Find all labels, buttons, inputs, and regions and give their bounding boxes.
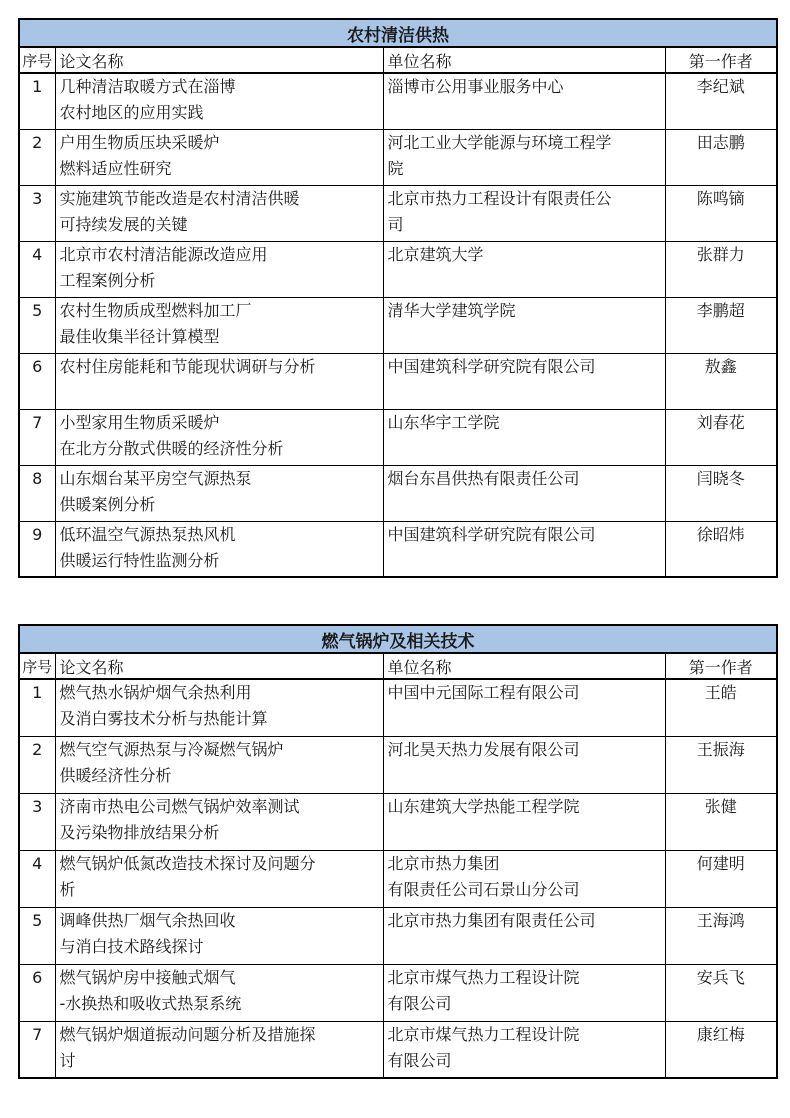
table-row xyxy=(19,521,777,577)
organization xyxy=(383,353,665,409)
organization-line: 有限公司 xyxy=(387,993,452,1013)
organization-line: 北京市煤气热力工程设计院 xyxy=(387,1024,580,1044)
rural-clean-heating-table xyxy=(18,18,778,578)
organization-line: 北京市热力工程设计有限责任公 xyxy=(387,188,612,208)
first-author: 刘春花 xyxy=(665,409,777,465)
table-row xyxy=(19,353,777,409)
table-row xyxy=(19,736,777,793)
organization xyxy=(383,850,665,907)
row-number: 3 xyxy=(19,793,55,850)
paper-title xyxy=(55,241,383,297)
row-number: 5 xyxy=(19,907,55,964)
paper-title xyxy=(55,353,383,409)
row-number: 2 xyxy=(19,129,55,185)
row-number: 6 xyxy=(19,353,55,409)
organization-line: 山东华宇工学院 xyxy=(387,412,500,432)
paper-title-line: 户用生物质压块采暖炉 xyxy=(59,132,220,152)
paper-title xyxy=(55,521,383,577)
paper-title-line: 燃气锅炉房中接触式烟气 xyxy=(59,967,236,987)
row-number: 7 xyxy=(19,409,55,465)
row-number: 4 xyxy=(19,241,55,297)
table-row xyxy=(19,964,777,1021)
paper-title xyxy=(55,297,383,353)
header-row xyxy=(19,653,777,679)
organization-line: 中国建筑科学研究院有限公司 xyxy=(387,356,596,376)
table-row xyxy=(19,297,777,353)
header-row xyxy=(19,47,777,73)
organization-line: 河北昊天热力发展有限公司 xyxy=(387,739,580,759)
paper-title-line: 及污染物排放结果分析 xyxy=(59,822,220,842)
first-author: 田志鹏 xyxy=(665,129,777,185)
organization xyxy=(383,793,665,850)
paper-title-line: 小型家用生物质采暖炉 xyxy=(59,412,220,432)
organization xyxy=(383,964,665,1021)
paper-title-line: 在北方分散式供暖的经济性分析 xyxy=(59,438,284,458)
organization-line: 北京建筑大学 xyxy=(387,244,484,264)
row-number: 9 xyxy=(19,521,55,577)
paper-title-line: 调峰供热厂烟气余热回收 xyxy=(59,910,236,930)
organization-line: 河北工业大学能源与环境工程学 xyxy=(387,132,612,152)
first-author: 王皓 xyxy=(665,679,777,736)
paper-title-line: 燃气锅炉烟道振动问题分析及措施探 xyxy=(59,1024,316,1044)
organization xyxy=(383,679,665,736)
organization xyxy=(383,185,665,241)
paper-title-line: 供暖案例分析 xyxy=(59,494,156,514)
paper-title xyxy=(55,679,383,736)
paper-title-line: 农村住房能耗和节能现状调研与分析 xyxy=(59,356,316,376)
organization-line: 司 xyxy=(387,214,404,234)
paper-title-line: 北京市农村清洁能源改造应用 xyxy=(59,244,268,264)
first-author: 张健 xyxy=(665,793,777,850)
header-title: 论文名称 xyxy=(55,653,383,679)
row-number: 5 xyxy=(19,297,55,353)
paper-title-line: 山东烟台某平房空气源热泵 xyxy=(59,468,252,488)
first-author: 何建明 xyxy=(665,850,777,907)
table-row xyxy=(19,129,777,185)
organization xyxy=(383,297,665,353)
organization xyxy=(383,465,665,521)
organization xyxy=(383,907,665,964)
paper-title-line: 可持续发展的关键 xyxy=(59,214,188,234)
organization xyxy=(383,241,665,297)
organization xyxy=(383,521,665,577)
row-number: 3 xyxy=(19,185,55,241)
paper-title-line: 几种清洁取暖方式在淄博 xyxy=(59,77,236,96)
organization-line: 清华大学建筑学院 xyxy=(387,300,516,320)
organization-line: 北京市煤气热力工程设计院 xyxy=(387,967,580,987)
paper-title xyxy=(55,907,383,964)
paper-title-line: 及消白雾技术分析与热能计算 xyxy=(59,709,268,728)
paper-title-line: 与消白技术路线探讨 xyxy=(59,936,204,956)
organization xyxy=(383,409,665,465)
paper-title xyxy=(55,736,383,793)
paper-title-line: 燃气锅炉低氮改造技术探讨及问题分 xyxy=(59,853,316,873)
first-author: 李鹏超 xyxy=(665,297,777,353)
paper-title xyxy=(55,964,383,1021)
table-title: 燃气锅炉及相关技术 xyxy=(19,625,777,653)
paper-title xyxy=(55,465,383,521)
row-number: 1 xyxy=(19,679,55,736)
row-number: 1 xyxy=(19,73,55,129)
organization xyxy=(383,1021,665,1078)
row-number: 4 xyxy=(19,850,55,907)
organization xyxy=(383,736,665,793)
header-unit: 单位名称 xyxy=(383,653,665,679)
organization-line: 有限公司 xyxy=(387,1050,452,1070)
organization xyxy=(383,73,665,129)
organization-line: 院 xyxy=(387,158,404,178)
header-unit: 单位名称 xyxy=(383,47,665,73)
organization xyxy=(383,129,665,185)
organization-line: 淄博市公用事业服务中心 xyxy=(387,77,564,96)
table-row xyxy=(19,850,777,907)
paper-title xyxy=(55,129,383,185)
organization-line: 北京市热力集团有限责任公司 xyxy=(387,910,596,930)
paper-title-line: 农村地区的应用实践 xyxy=(59,103,204,122)
table-row xyxy=(19,1021,777,1078)
table-row xyxy=(19,185,777,241)
organization-line: 山东建筑大学热能工程学院 xyxy=(387,796,580,816)
paper-title xyxy=(55,409,383,465)
paper-title xyxy=(55,185,383,241)
paper-title-line: 供暖运行特性监测分析 xyxy=(59,550,220,570)
row-number: 8 xyxy=(19,465,55,521)
header-author: 第一作者 xyxy=(665,653,777,679)
table-row xyxy=(19,679,777,736)
first-author: 王海鸿 xyxy=(665,907,777,964)
paper-title xyxy=(55,73,383,129)
paper-title-line: 最佳收集半径计算模型 xyxy=(59,326,220,346)
row-number: 2 xyxy=(19,736,55,793)
first-author: 安兵飞 xyxy=(665,964,777,1021)
paper-title-line: -水换热和吸收式热泵系统 xyxy=(59,993,242,1013)
table-title: 农村清洁供热 xyxy=(19,19,777,47)
header-no: 序号 xyxy=(19,653,55,679)
paper-title-line: 济南市热电公司燃气锅炉效率测试 xyxy=(59,796,300,816)
first-author: 徐昭炜 xyxy=(665,521,777,577)
table-row xyxy=(19,465,777,521)
header-no: 序号 xyxy=(19,47,55,73)
header-author: 第一作者 xyxy=(665,47,777,73)
paper-title-line: 农村生物质成型燃料加工厂 xyxy=(59,300,252,320)
paper-title-line: 实施建筑节能改造是农村清洁供暖 xyxy=(59,188,300,208)
first-author: 陈鸣镝 xyxy=(665,185,777,241)
paper-title-line: 燃料适应性研究 xyxy=(59,158,172,178)
table-row xyxy=(19,793,777,850)
gas-boiler-table xyxy=(18,624,778,1079)
first-author: 康红梅 xyxy=(665,1021,777,1078)
paper-title-line: 燃气空气源热泵与冷凝燃气锅炉 xyxy=(59,739,284,759)
paper-title-line: 工程案例分析 xyxy=(59,270,156,290)
first-author: 李纪斌 xyxy=(665,73,777,129)
row-number: 7 xyxy=(19,1021,55,1078)
organization-line: 烟台东昌供热有限责任公司 xyxy=(387,468,580,488)
table-row xyxy=(19,73,777,129)
first-author: 敖鑫 xyxy=(665,353,777,409)
paper-title-line: 供暖经济性分析 xyxy=(59,765,172,785)
first-author: 张群力 xyxy=(665,241,777,297)
first-author: 王振海 xyxy=(665,736,777,793)
row-number: 6 xyxy=(19,964,55,1021)
paper-title-line: 析 xyxy=(59,879,76,899)
paper-title-line: 燃气热水锅炉烟气余热利用 xyxy=(59,683,252,702)
organization-line: 北京市热力集团 xyxy=(387,853,500,873)
paper-title-line: 低环温空气源热泵热风机 xyxy=(59,524,236,544)
header-title: 论文名称 xyxy=(55,47,383,73)
paper-title xyxy=(55,850,383,907)
paper-title xyxy=(55,1021,383,1078)
first-author: 闫晓冬 xyxy=(665,465,777,521)
table-row xyxy=(19,907,777,964)
organization-line: 中国中元国际工程有限公司 xyxy=(387,683,580,702)
table-row xyxy=(19,409,777,465)
paper-title-line: 讨 xyxy=(59,1050,76,1070)
organization-line: 有限责任公司石景山分公司 xyxy=(387,879,580,899)
table-row xyxy=(19,241,777,297)
paper-title xyxy=(55,793,383,850)
organization-line: 中国建筑科学研究院有限公司 xyxy=(387,524,596,544)
